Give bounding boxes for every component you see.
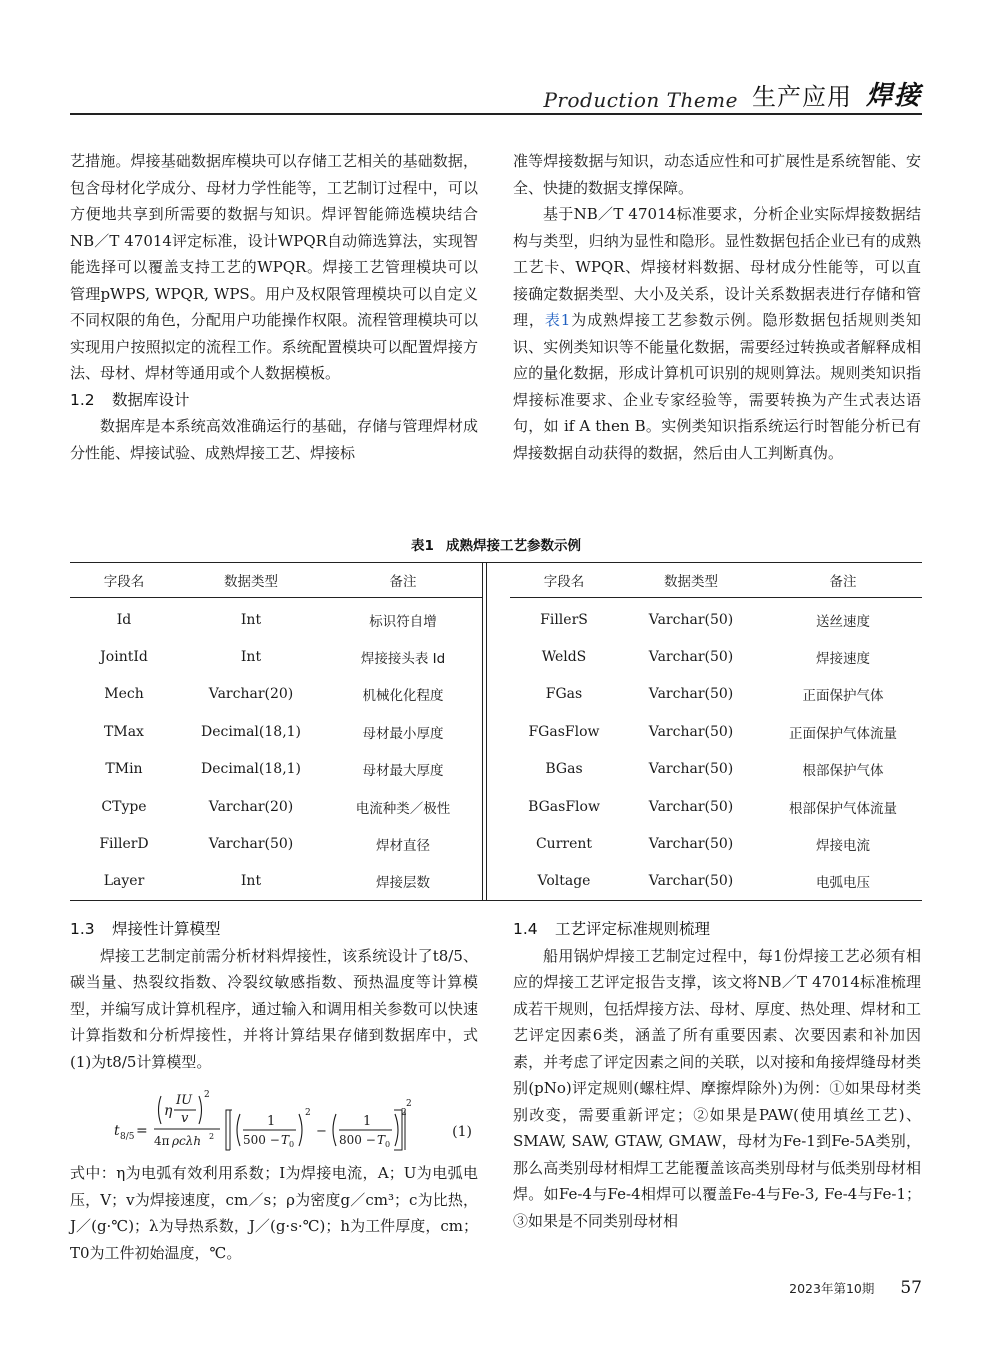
table-row (70, 825, 482, 862)
column-header: 备注 (389, 574, 417, 590)
table-left-half (70, 563, 482, 900)
table-cell: 焊接层数 (376, 874, 430, 891)
table-row (70, 788, 482, 825)
table-cell: Voltage (537, 872, 591, 889)
table-cell: Varchar(50) (208, 835, 294, 852)
table-cell: FillerS (540, 611, 588, 628)
svg-text:1: 1 (363, 1114, 372, 1129)
svg-text:800 −: 800 − (339, 1133, 376, 1147)
table-cell: Varchar(20) (208, 798, 294, 815)
table-cell: FGas (545, 685, 583, 702)
table-row (510, 825, 922, 862)
table-cell: BGas (545, 760, 583, 777)
table-cell: 焊材直径 (376, 837, 430, 854)
table-row (510, 750, 922, 787)
table-cell: Decimal(18,1) (200, 760, 302, 777)
svg-text:2: 2 (406, 1099, 412, 1109)
page-footer (789, 1278, 922, 1298)
svg-text:=: = (136, 1123, 148, 1139)
table-cell: 电流种类／极性 (355, 800, 451, 817)
formula-graphic (70, 1084, 478, 1156)
table-cell: 根部保护气体 (802, 762, 884, 779)
table-row (70, 675, 482, 712)
paragraph-text: 基于NB／T 47014标准要求，分析企业实际焊接数据结构与类型，归纳为显性和隐形。显性数据包括企业已有的成熟工艺卡、WPQR、焊接材料数据、母材成分性能等，可以直接确定数据类型、大小及关系，设计关系数据表进行存储和管理， (513, 205, 921, 329)
svg-text:2: 2 (305, 1108, 311, 1118)
formula-number: (1) (452, 1124, 472, 1140)
paragraph-weldability: 焊接工艺制定前需分析材料焊接性，该系统设计了t8/5、碳当量、热裂纹指数、冷裂纹敏感指数、预热温度等计算模型，并编写成计算机程序，通过输入和调用相关参数可以快速计算指数和分析焊接性，并将计算结果存储到数据库中，式(1)为t8/5计算模型。 (70, 946, 478, 1071)
table-cell: WeldS (541, 648, 587, 665)
svg-text:1: 1 (267, 1114, 276, 1129)
table-cell: Varchar(50) (648, 685, 734, 702)
table-header-row (70, 563, 482, 598)
parameter-table (70, 562, 922, 901)
header-brand (543, 80, 922, 112)
svg-text:2: 2 (401, 1108, 407, 1118)
table-cell: Varchar(50) (648, 798, 734, 815)
page-header (70, 80, 922, 114)
table-row (70, 713, 482, 750)
section-heading-1-4 (513, 916, 921, 943)
table-cell: FGasFlow (528, 723, 600, 740)
paragraph-continuation: 准等焊接数据与知识，动态适应性和可扩展性是系统智能、安全、快捷的数据支撑保障。 (513, 152, 921, 197)
paragraph-modules: 艺措施。焊接基础数据库模块可以存储工艺相关的基础数据，包含母材化学成分、母材力学性能等，工艺制订过程中，可以方便地共享到所需要的数据与知识。焊评智能筛选模块结合NB／T 47014评定标准，设计WPQR自动筛选算法，实现智能选择可以覆盖支持工艺的WPQR。焊接工艺管理模块可以管理pWPS, WPQR, WPS。用户及权限管理模块可以自定义不同权限的角色，分配用户功能操作权限。流程管理模块可以实现用户按照拟定的流程工作。系统配置模块可以配置焊接方法、母材、焊材等通用或个人数据模板。 (70, 152, 478, 382)
table-cell: 焊接速度 (816, 650, 870, 667)
section-number: 1.4 (513, 920, 538, 938)
table-cell: Varchar(50) (648, 648, 734, 665)
table-cell: Varchar(20) (208, 685, 294, 702)
svg-text:0: 0 (289, 1140, 295, 1149)
table-cell: Mech (104, 685, 144, 702)
table-cell: TMax (104, 723, 144, 740)
column-header: 备注 (829, 574, 857, 590)
table-cell: Current (535, 835, 593, 852)
table-cell: 机械化化程度 (362, 687, 444, 704)
header-chinese-title: 生产应用 (751, 83, 852, 111)
table-cell: Varchar(50) (648, 835, 734, 852)
table-row (70, 601, 482, 638)
table-row (510, 601, 922, 638)
table-caption (70, 534, 922, 554)
column-header: 字段名 (103, 574, 145, 590)
svg-text:t: t (114, 1123, 120, 1139)
header-rule (70, 113, 922, 115)
column-header: 字段名 (543, 574, 585, 590)
table-right-half (510, 563, 922, 900)
table-row (70, 862, 482, 899)
table-cell: CType (101, 798, 147, 815)
table-cell: 正面保护气体 (802, 687, 884, 704)
table-row (70, 750, 482, 787)
left-column-bottom (70, 916, 478, 1075)
paragraph-symbol-definitions: 式中：η为电弧有效利用系数；I为焊接电流，A；U为电弧电压，V；v为焊接速度，cm／s；ρ为密度g／cm³；c为比热，J／(g·℃)；λ为导热系数，J／(g·s·℃)；h为工件厚度，cm；T0为工件初始温度，℃。 (70, 1164, 478, 1262)
table-cell: 母材最大厚度 (362, 762, 444, 779)
table-label: 表1 (411, 538, 434, 554)
table-cell: Int (240, 611, 262, 628)
table-row (510, 862, 922, 899)
issue-label: 2023年第10期 (789, 1281, 875, 1296)
table-cell: Varchar(50) (648, 723, 734, 740)
table-cell: Varchar(50) (648, 872, 734, 889)
svg-text:η: η (164, 1103, 173, 1119)
journal-logo: 焊接 (865, 81, 922, 111)
column-header: 数据类型 (664, 574, 718, 590)
left-column-symbols (70, 1160, 478, 1266)
right-column-top (513, 148, 921, 466)
table-cell: 根部保护气体流量 (789, 800, 897, 817)
right-column-bottom (513, 916, 921, 1234)
column-header: 数据类型 (224, 574, 278, 590)
section-title: 工艺评定标准规则梳理 (555, 920, 711, 938)
table-cell: TMin (105, 760, 143, 777)
svg-text:−: − (316, 1124, 327, 1139)
paragraph-qualification-rules: 船用锅炉焊接工艺制定过程中，每1份焊接工艺必须有相应的焊接工艺评定报告支撑，该文将NB／T 47014标准梳理成若干规则，包括焊接方法、母材、厚度、热处理、焊材和工艺评定因素6类，涵盖了所有重要因素、次要因素和补加因素，并考虑了评定因素之间的关联，以对接和角接焊缝母材类别(pNo)评定规则(螺柱焊、摩擦焊除外)为例：①如果母材类别改变，需要重新评定；②如果是PAW(使用填丝工艺)、SMAW, SAW, GTAW, GMAW，母材为Fe-1到Fe-5A类别，那么高类别母材相焊工艺能覆盖该高类别母材与低类别母材相焊。如Fe-4与Fe-4相焊可以覆盖Fe-4与Fe-3, Fe-4与Fe-1；③如果是不同类别母材相 (513, 946, 921, 1230)
section-number: 1.3 (70, 920, 95, 938)
table-cell: Int (240, 872, 262, 889)
page-number: 57 (900, 1278, 922, 1298)
svg-text:T: T (377, 1133, 386, 1147)
table-row (510, 675, 922, 712)
paragraph-database: 数据库是本系统高效准确运行的基础，存储与管理焊材成分性能、焊接试验、成熟焊接工艺、焊接标 (70, 417, 478, 462)
table-cell: 焊接接头表 Id (360, 650, 446, 667)
table-cell: 电弧电压 (816, 874, 870, 891)
svg-text:v: v (181, 1111, 189, 1126)
section-heading-1-2 (70, 387, 478, 414)
svg-text:ρcλh: ρcλh (172, 1134, 202, 1148)
table-cell: FillerD (99, 835, 149, 852)
table-row (70, 638, 482, 675)
table-cell: Id (116, 611, 132, 628)
table-cell: 正面保护气体流量 (789, 725, 897, 742)
table-cell: 送丝速度 (816, 613, 870, 630)
svg-text:T: T (281, 1133, 290, 1147)
table-double-divider (482, 563, 487, 900)
table-title: 成熟焊接工艺参数示例 (445, 538, 581, 554)
svg-text:500 −: 500 − (243, 1133, 280, 1147)
table-cell: 标识符自增 (369, 613, 437, 630)
table-cell: 母材最小厚度 (362, 725, 444, 742)
table-reference-link[interactable]: 表1 (544, 311, 571, 329)
paragraph-text: 为成熟焊接工艺参数示例。隐形数据包括规则类知识、实例类知识等不能量化数据，需要经过转换或者解释成相应的量化数据，形成计算机可识别的规则算法。规则类知识指焊接标准要求、企业专家经验等，需要转换为产生式表达语句，如 if A then B。实例类知识指系统运行时智能分析已有焊接数据自动获得的数据，然后由人工判断真伪。 (513, 311, 921, 462)
table-row (510, 638, 922, 675)
table-cell: Decimal(18,1) (200, 723, 302, 740)
table-cell: BGasFlow (528, 798, 600, 815)
svg-text:0: 0 (385, 1140, 391, 1149)
svg-text:2: 2 (209, 1132, 215, 1141)
table-header-row (510, 563, 922, 598)
table-cell: Varchar(50) (648, 611, 734, 628)
section-title: 数据库设计 (112, 390, 190, 409)
paragraph-data-types (513, 201, 921, 466)
svg-text:4π: 4π (154, 1134, 170, 1148)
left-column-top (70, 148, 478, 466)
section-number: 1.2 (70, 390, 95, 409)
table-cell: 焊接电流 (816, 837, 870, 854)
table-row (510, 713, 922, 750)
table-cell: Varchar(50) (648, 760, 734, 777)
formula-t85 (70, 1084, 478, 1156)
svg-text:8/5: 8/5 (120, 1132, 135, 1142)
table-cell: JointId (100, 648, 148, 665)
svg-text:2: 2 (204, 1090, 210, 1100)
table-row (510, 788, 922, 825)
section-heading-1-3 (70, 916, 478, 943)
table-cell: Int (240, 648, 262, 665)
section-title: 焊接性计算模型 (112, 920, 221, 938)
table-cell: Layer (103, 872, 145, 889)
svg-text:IU: IU (176, 1093, 193, 1108)
header-english-title: Production Theme (543, 88, 738, 112)
